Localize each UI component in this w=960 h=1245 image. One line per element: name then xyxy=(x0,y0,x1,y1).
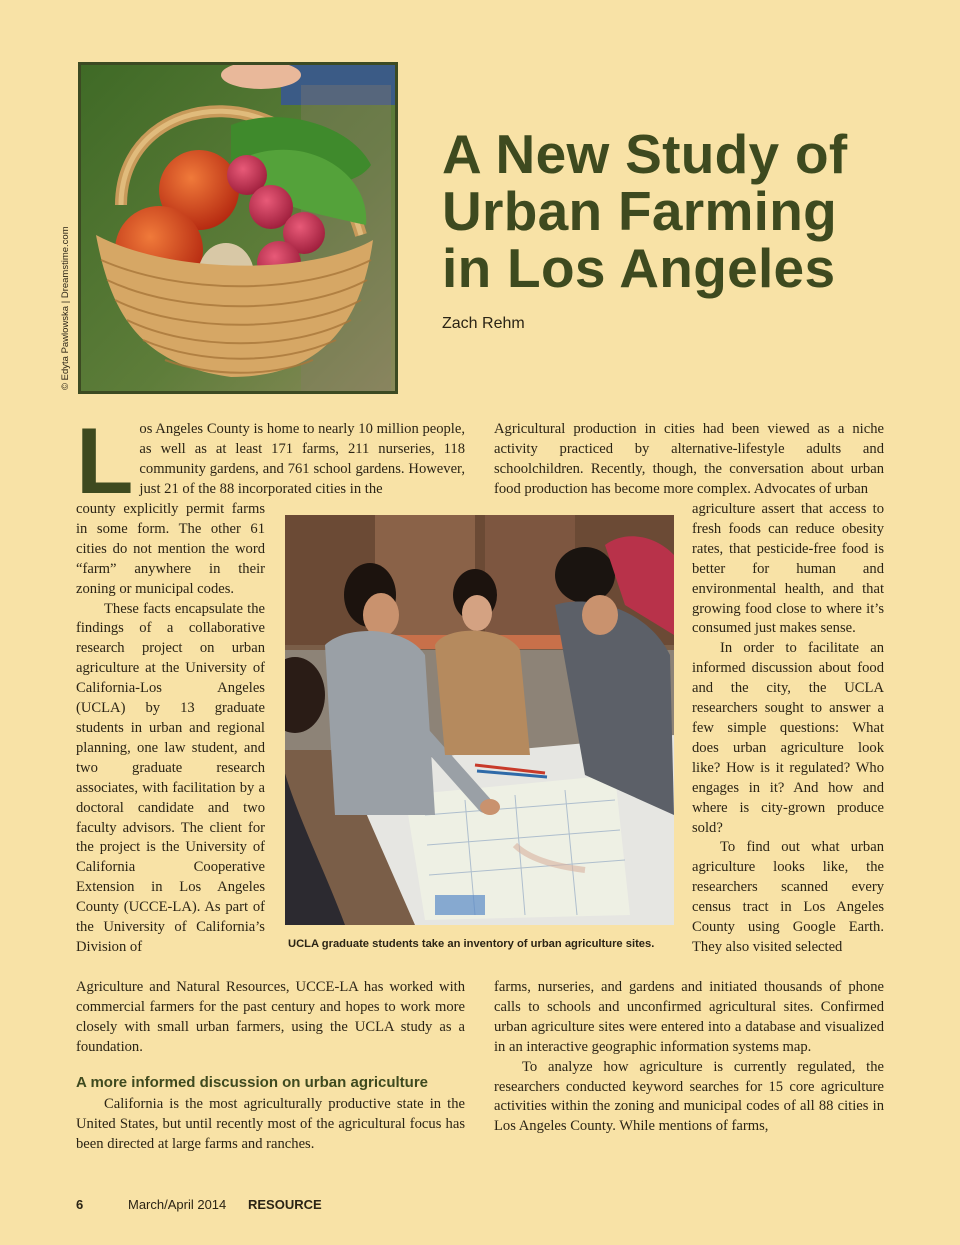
title-line-2: Urban Farming xyxy=(442,180,838,242)
questions-paragraph: In order to facilitate an informed discussion about food and the city, the UCLA researchers sought to answer a few simple questions: What does urban agriculture look like? How is it regulated? Who engages in it? And how and where is city-grown produce sold? xyxy=(692,640,884,836)
title-line-3: in Los Angeles xyxy=(442,237,836,299)
page-footer xyxy=(0,1197,960,1217)
left-narrow-column xyxy=(76,500,265,958)
basket-illustration xyxy=(81,65,395,391)
methods-paragraph-end: farms, nurseries, and gardens and initiated thousands of phone calls to schools and unconfirmed agricultural sites. Confirmed urban agriculture sites were entered into a database and visualized in an interactive geographic information systems map. xyxy=(494,979,884,1055)
students-map-illustration xyxy=(285,515,674,925)
issue-date: March/April 2014 xyxy=(128,1197,227,1212)
photo-credit: © Edyta Pawlowska | Dreamstime.com xyxy=(60,226,71,390)
photo-caption: UCLA graduate students take an inventory of urban agriculture sites. xyxy=(288,938,655,950)
intro-text: os Angeles County is home to nearly 10 million people, as well as at least 171 farms, 211 nurseries, 118 community gardens, and 761 school gardens. However, just 21 of the 88 incorporated cities in the xyxy=(139,421,465,497)
methods-paragraph: To find out what urban agriculture looks like, the researchers scanned every census tract in Los Angeles County using Google Earth. They also visited selected xyxy=(692,839,884,955)
advocates-paragraph: agriculture assert that access to fresh foods can reduce obesity rates, that pesticide-free food is better for human and environmental health, and that growing food close to where it’s consumed just makes sense. xyxy=(692,501,884,637)
left-bottom-column xyxy=(76,978,465,1058)
author-byline: Zach Rehm xyxy=(442,315,525,332)
findings-paragraph: These facts encapsulate the findings of a collaborative research project on urban agriculture at the University of California-Los Angeles (UCLA) by 13 graduate students in urban and regional planning, one law student, and two graduate research associates, with facilitation by a doctoral candidate and two faculty advisors. The client for the project is the University of California Cooperative Extension in Los Angeles County (UCCE-LA). As part of the University of California’s Division of xyxy=(76,600,265,955)
niche-paragraph: Agricultural production in cities had been viewed as a niche activity practiced by alternative-lifestyle adults and schoolchildren. Recently, though, the conversation about urban food production has become more complex. Advocates of urban xyxy=(494,421,884,497)
right-narrow-column xyxy=(692,500,884,958)
findings-paragraph-end: Agriculture and Natural Resources, UCCE-LA has worked with commercial farmers for the past century and hopes to work more closely with small urban farmers, using the UCLA study as a foundation. xyxy=(76,979,465,1055)
intro-paragraph-top xyxy=(76,408,465,513)
title-line-1: A New Study of xyxy=(442,123,848,185)
page-number: 6 xyxy=(76,1197,84,1212)
right-top-column xyxy=(494,420,884,500)
regulation-paragraph: To analyze how agriculture is currently regulated, the researchers conducted keyword searches for 15 core agriculture activities within the zoning and municipal codes of all 88 cities in Los Angeles County. While mentions of farms, xyxy=(494,1058,884,1135)
publication-name: RESOURCE xyxy=(248,1197,322,1212)
intro-continued: county explicitly permit farms in some form. The other 61 cities do not mention the word “farm” anywhere in their zoning or municipal codes. xyxy=(76,501,265,597)
right-bottom-column xyxy=(494,978,884,1137)
article-title xyxy=(442,123,912,299)
california-paragraph: California is the most agriculturally productive state in the United States, but until recently most of the agricultural focus has been directed at large farms and ranches. xyxy=(76,1096,465,1152)
drop-cap: L xyxy=(76,408,134,513)
students-photo xyxy=(285,515,674,925)
hero-photo-vegetable-basket xyxy=(78,62,398,394)
section-paragraph xyxy=(76,1095,465,1155)
section-subhead: A more informed discussion on urban agriculture xyxy=(76,1074,428,1091)
